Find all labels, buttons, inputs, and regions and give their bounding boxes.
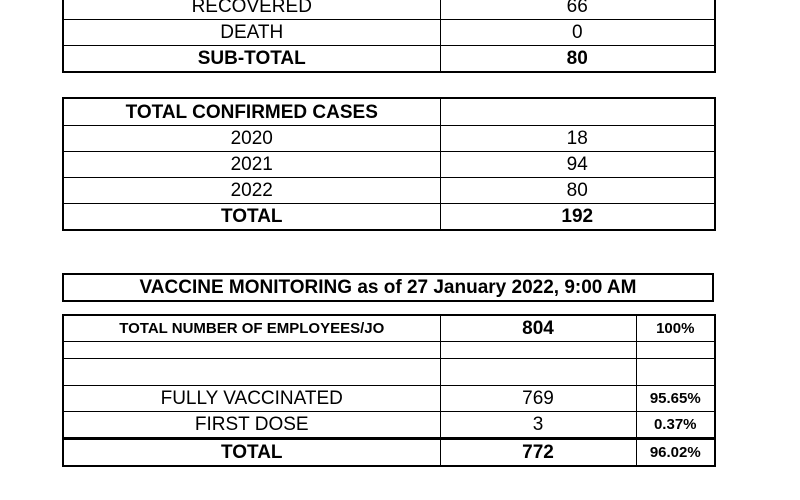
row-value: 80 (440, 178, 715, 204)
row-pct: 0.37% (636, 412, 715, 439)
empty-cell (636, 342, 715, 359)
empty-row (63, 359, 715, 386)
table-row (63, 152, 715, 178)
total-value: 192 (440, 204, 715, 231)
row-label: 2021 (63, 152, 440, 178)
empty-cell (63, 359, 440, 386)
empty-cell (440, 359, 636, 386)
row-value: 94 (440, 152, 715, 178)
table-row (63, 126, 715, 152)
table-row (63, 412, 715, 439)
empty-cell (440, 342, 636, 359)
table-header: TOTAL CONFIRMED CASES (63, 98, 440, 126)
empty-cell (63, 342, 440, 359)
total-label: TOTAL (63, 439, 440, 467)
total-row (63, 204, 715, 231)
vaccine-monitoring-title: VACCINE MONITORING as of 27 January 2022, 9:00 AM (62, 273, 714, 302)
employees-label: TOTAL NUMBER OF EMPLOYEES/JO (63, 315, 440, 342)
row-label: 2020 (63, 126, 440, 152)
subtotal-value: 80 (440, 46, 715, 73)
empty-cell (636, 359, 715, 386)
employees-pct: 100% (636, 315, 715, 342)
row-value: 769 (440, 386, 636, 412)
empty-row (63, 342, 715, 359)
row-value: 66 (440, 0, 715, 20)
row-value: 0 (440, 20, 715, 46)
row-label: DEATH (63, 20, 440, 46)
table-row (63, 178, 715, 204)
total-row (63, 439, 715, 467)
table-row (63, 386, 715, 412)
row-label: FULLY VACCINATED (63, 386, 440, 412)
row-label: 2022 (63, 178, 440, 204)
row-pct: 95.65% (636, 386, 715, 412)
employees-row (63, 315, 715, 342)
total-label: TOTAL (63, 204, 440, 231)
row-label: RECOVERED (63, 0, 440, 20)
vaccine-table (62, 314, 716, 467)
table-row (63, 20, 715, 46)
row-label: FIRST DOSE (63, 412, 440, 439)
subtotal-label: SUB-TOTAL (63, 46, 440, 73)
table-row (63, 0, 715, 20)
table-header-empty (440, 98, 715, 126)
row-value: 18 (440, 126, 715, 152)
subtotal-row (63, 46, 715, 73)
total-pct: 96.02% (636, 439, 715, 467)
table-header-row (63, 98, 715, 126)
employees-value: 804 (440, 315, 636, 342)
row-value: 3 (440, 412, 636, 439)
confirmed-cases-table (62, 97, 716, 231)
cases-status-table (62, 0, 716, 73)
total-value: 772 (440, 439, 636, 467)
